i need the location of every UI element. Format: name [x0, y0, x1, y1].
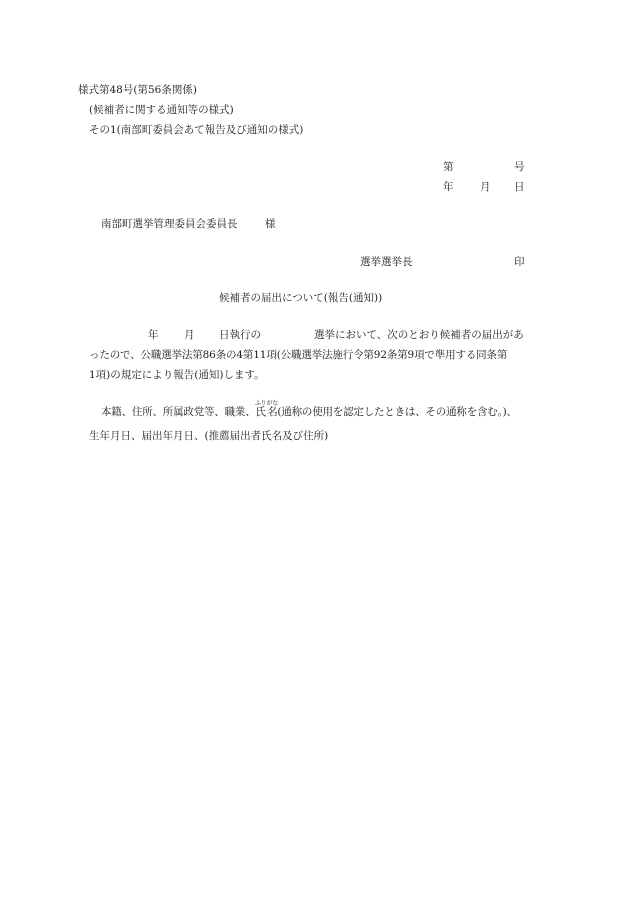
sender-title: 選挙選挙長	[360, 256, 413, 268]
body1-year: 年	[148, 329, 159, 341]
form-number: 様式第48号(第56条関係)	[78, 84, 197, 96]
body2-line1	[101, 400, 517, 422]
body1-line2: ったので、公職選挙法第86条の4第11項(公職選挙法施行令第92条第9項で準用する同条第	[89, 349, 508, 361]
body1-line1-rest: 選挙において、次のとおり候補者の届出があ	[314, 329, 524, 341]
addressee-honorific: 様	[265, 218, 276, 230]
body2-line1-pre: 本籍、住所、所属政党等、職業、	[101, 406, 256, 418]
date-year: 年	[443, 181, 454, 193]
body1-day-text: 日執行の	[219, 329, 261, 341]
body1-month: 月	[184, 329, 195, 341]
date-day: 日	[514, 181, 525, 193]
body2-line2: 生年月日、届出年月日、(推薦届出者氏名及び住所)	[89, 430, 329, 442]
doc-number-suffix: 号	[514, 161, 525, 173]
addressee-name: 南部町選挙管理委員会委員長	[101, 218, 238, 230]
body1-line3: 1項)の規定により報告(通知)します。	[89, 369, 265, 381]
form-subtitle: (候補者に関する通知等の様式)	[89, 104, 234, 116]
body2-line1-post: (通称の使用を認定したときは、その通称を含む。)、	[277, 406, 517, 418]
name-with-furigana	[254, 400, 279, 418]
date-month: 月	[480, 181, 491, 193]
seal-mark: 印	[514, 256, 525, 268]
name-base: 氏名	[254, 406, 279, 418]
form-part: その1(南部町委員会あて報告及び通知の様式)	[89, 124, 304, 136]
doc-number-prefix: 第	[443, 161, 454, 173]
document-title: 候補者の届出について(報告(通知))	[219, 292, 383, 304]
name-furigana: ふりがな	[254, 400, 279, 407]
